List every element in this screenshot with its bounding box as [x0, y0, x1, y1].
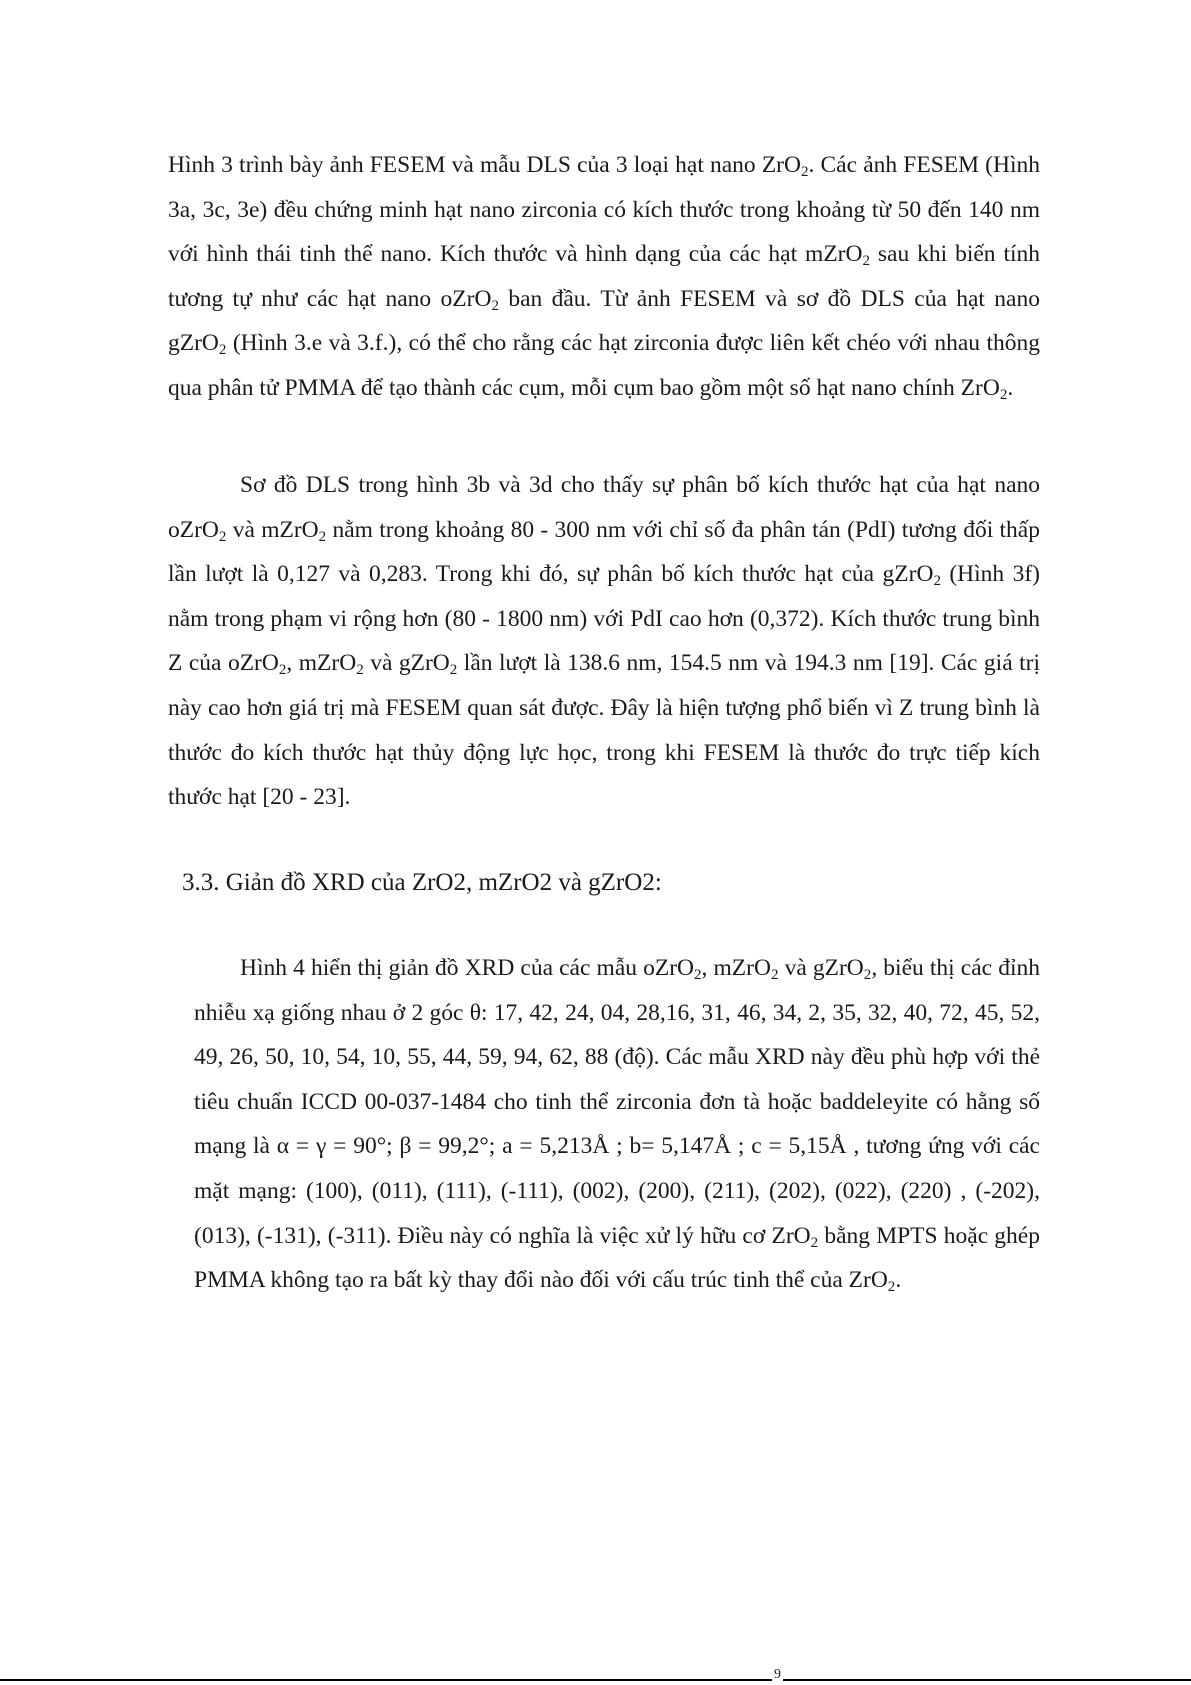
paragraph-dls-distribution	[168, 463, 1040, 820]
subscript: 2	[810, 1234, 819, 1251]
subscript: 2	[887, 1279, 896, 1296]
section-heading: 3.3. Giản đồ XRD của ZrO2, mZrO2 và gZrO2:	[182, 869, 662, 896]
subscript: 2	[694, 967, 702, 984]
text-segment: ban đầu. Từ ảnh FESEM và sơ đồ DLS của hạt nano gZrO	[168, 285, 1040, 357]
text-segment: và gZrO	[778, 955, 864, 981]
text-segment: bằng MPTS hoặc ghép PMMA không tạo ra bất kỳ thay đổi nào đối với cấu trúc tinh thể của ZrO	[194, 1222, 1040, 1294]
text-segment: . Các ảnh FESEM (Hình 3a, 3c, 3e) đều chứng minh hạt nano zirconia có kích thước trong khoảng từ 50 đến 140 nm với hình thái tinh thể nano. Kích thước và hình dạng của các hạt mZrO	[168, 152, 1040, 268]
footer-divider	[0, 1679, 1191, 1681]
subscript: 2	[218, 342, 227, 359]
text-segment: , mZrO	[701, 955, 771, 981]
paragraph-xrd	[194, 946, 1040, 1303]
text-segment: (Hình 3f) nằm trong phạm vi rộng hơn (80 - 1800 nm) với PdI cao hơn (0,372). Kích thước trung bình Z của oZrO	[168, 561, 1040, 677]
text-segment: , biểu thị các đỉnh nhiễu xạ giống nhau ở 2 góc θ: 17, 42, 24, 04, 28,16, 31, 46, 34, 2, 35, 32, 40, 72, 45, 52, 49, 26, 50, 10, 54, 10, 55, 44, 59, 94, 62, 88 (độ). Các mẫu XRD này đều phù hợp với thẻ tiêu chuẩn ICCD 00-037-1484 cho tinh thể zirconia đơn tà hoặc baddeleyite có hằng số mạng là α = γ = 90°; β = 99,2°; a = 5,213Å ; b= 5,147Å ; c = 5,15Å , tương ứng với các mặt mạng: (100), (011), (111), (-111), (002), (200), (211), (202), (022), (220) , (-202), (013), (-131), (-311). Điều này có nghĩa là việc xử lý hữu cơ ZrO	[194, 955, 1040, 1249]
subscript: 2	[800, 164, 809, 181]
text-segment: Sơ đồ DLS trong hình 3b và 3d cho thấy sự phân bố kích thước hạt của hạt nano oZrO	[168, 472, 1040, 543]
subscript: 2	[356, 662, 364, 679]
subscript: 2	[933, 573, 941, 590]
text-segment: và mZrO	[226, 516, 319, 543]
subscript: 2	[491, 297, 499, 314]
page-number: 9	[774, 1667, 781, 1682]
paragraph-fesem-dls	[168, 143, 1040, 411]
subscript: 2	[218, 528, 227, 545]
text-segment: Hình 3 trình bày ảnh FESEM và mẫu DLS của 3 loại hạt nano ZrO	[168, 152, 801, 178]
subscript: 2	[770, 967, 779, 984]
text-segment: (Hình 3.e và 3.f.), có thể cho rằng các hạt zirconia được liên kết chéo với nhau thông qua phân tử PMMA để tạo thành các cụm, mỗi cụm bao gồm một số hạt nano chính ZrO	[168, 330, 1040, 401]
subscript: 2	[278, 662, 287, 679]
text-segment: nằm trong khoảng 80 - 300 nm với chỉ số đa phân tán (PdI) tương đối thấp lần lượt là 0,127 và 0,283. Trong khi đó, sự phân bố kích thước hạt của gZrO	[168, 516, 1040, 588]
text-segment: lần lượt là 138.6 nm, 154.5 nm và 194.3 nm [19]. Các giá trị này cao hơn giá trị mà FESEM quan sát được. Đây là hiện tượng phổ biến vì Z trung bình là thước đo kích thước hạt thủy động lực học, trong khi FESEM là thước đo trực tiếp kích thước hạt [20 - 23].	[168, 650, 1040, 811]
text-segment: Hình 4 hiển thị giản đồ XRD của các mẫu oZrO	[240, 955, 695, 981]
text-segment: .	[1007, 374, 1014, 401]
text-segment: , mZrO	[286, 650, 357, 677]
text-segment: .	[895, 1267, 902, 1294]
subscript: 2	[862, 253, 870, 270]
subscript: 2	[863, 967, 872, 984]
subscript: 2	[999, 387, 1008, 404]
subscript: 2	[449, 662, 458, 679]
text-segment: và gZrO	[363, 650, 450, 677]
subscript: 2	[318, 528, 327, 545]
text-segment: sau khi biến tính tương tự như các hạt nano oZrO	[168, 241, 1040, 312]
